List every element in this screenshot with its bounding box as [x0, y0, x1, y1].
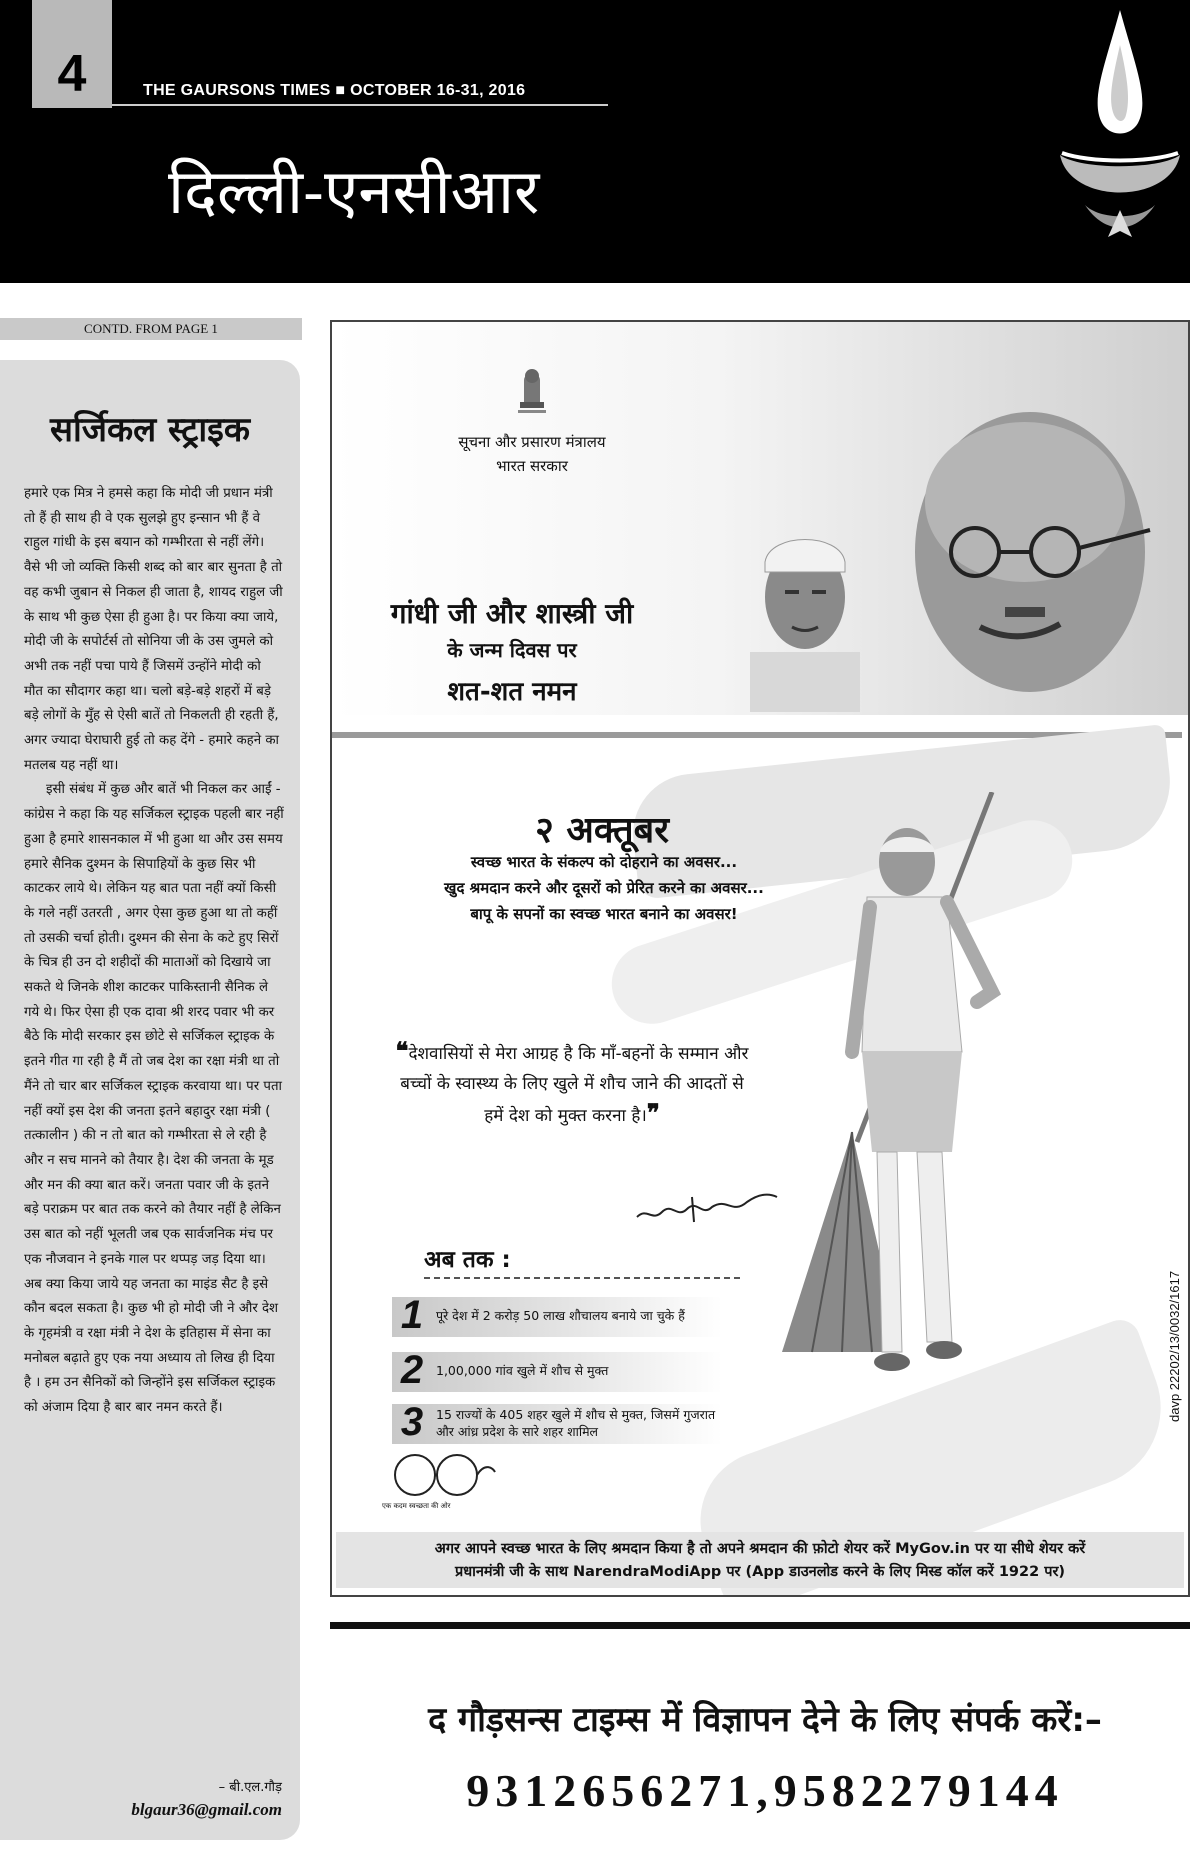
stat-number: 3 [400, 1400, 424, 1444]
footer-line: प्रधानमंत्री जी के साथ NarendraModiApp पर (App डाउनलोड करने के लिए मिस्ड कॉल करें 1922 पर) [454, 1564, 1066, 1580]
tribute-headline: गांधी जी और शास्त्री जी [390, 597, 634, 630]
stat-row [392, 1400, 722, 1444]
stat-text: 1,00,000 गांव खुले में शौच से मुक्त [436, 1363, 609, 1378]
article-paragraph: हमारे एक मित्र ने हमसे कहा कि मोदी जी प्रधान मंत्री तो हैं ही साथ ही वे एक सुलझे हुए इन्सान भी हैं वे राहुल गांधी के इस बयान को गम्भीरता से नहीं लेंगे। वैसे भी जो व्यक्ति किसी शब्द को बार बार सुनता है तो वह कभी जुबान से निकल ही जाता है, शायद राहुल जी के साथ भी कुछ ऐसा ही हुआ है। पर किया क्या जाये, मोदी जी के सपोर्टर्स तो सोनिया जी के उस जुमले को अभी तक नहीं पचा पाये हैं जिसमें उन्होंने मोदी को मौत का सौदागर कहा था। चलो बड़े-बड़े शहरों में बड़े बड़े लोगों के मुँह से ऐसी बातें तो निकलती ही रहती हैं, अगर ज्यादा घेराघारी हुई तो कह देंगे - हमारे कहने का मतलब यह नहीं था। [24, 486, 283, 773]
ministry-name [392, 430, 672, 478]
tribute-salutation: शत-शत नमन [447, 677, 577, 707]
gandhi-portrait [880, 402, 1170, 712]
diya-lamp-icon [1050, 5, 1190, 273]
ab-tak-label: अब तक : [424, 1247, 511, 1273]
ministry-line: भारत सरकार [496, 457, 568, 475]
stat-text: 15 राज्यों के 405 शहर खुले में शौच से मुक्त, जिसमें गुजरात और आंध्र प्रदेश के सारे शहर शामिल [436, 1407, 716, 1439]
modi-sweeping-photo [752, 792, 1042, 1412]
article-paragraph: इसी संबंध में कुछ और बातें भी निकल कर आईं - कांग्रेस ने कहा कि यह सर्जिकल स्ट्राइक पहली बार नहीं हुआ है हमारे शासनकाल में भी हुआ था और उस समय हमारे सैनिक दुश्मन के सिपाहियों के कुछ सिर भी काटकर लाये थे। लेकिन यह बात पता नहीं क्यों किसी के गले नहीं उतरती , अगर ऐसा कुछ हुआ था तो कहीं तो उसकी चर्चा होती। दुश्मन की सेना के कटे हुए सिरों के चित्र ही उन दो शहीदों की माताओं को दिखाये जा सकते थे जिनके शीश काटकर पाकिस्तानी सैनिक ले गये थे। फिर ऐसा ही एक दावा श्री शरद पवार भी कर बैठे कि मोदी सरकार इस छोटे से सर्जिकल स्ट्राइक के इतने गीत गा रही है मैं तो जब देश का रक्षा मंत्री था तो मैंने तो चार बार सर्जिकल स्ट्राइक करवाया था। पर पता नहीं क्यों इस देश की जनता इतने बहादुर रक्षा मंत्री ( तत्कालीन ) की न तो बात को गम्भीरता से ले रही है और न सच मानने को तैयार है। देश की जनता के मूड और मन की क्या बात करें। जनता पवार जी के इतने बड़े पराक्रम पर बात तक करने को तैयार नहीं है लेकिन उस बात को नहीं भूलती जब एक सार्वजनिक मंच पर एक नौजवान ने इनके गाल पर थप्पड़ जड़ दिया था। अब क्या किया जाये यह जनता का माइंड सैट है इसे कौन बदल सकता है। कुछ भी हो मोदी जी ने और देश के गृहमंत्री व रक्षा मंत्री ने देश के इतिहास में सेना का मनोबल बढ़ाते हुए एक नया अध्याय तो लिख ही दिया है । हम उन सैनिकों को जिन्होंने इस सर्जिकल स्ट्राइक को अंजाम दिया है बार बार नमन करते हैं। [24, 782, 284, 1416]
date-headline: २ अक्तूबर [535, 810, 669, 851]
section-title: दिल्ली-एनसीआर [168, 155, 540, 228]
masthead-rule [112, 104, 608, 106]
stat-number: 2 [400, 1348, 424, 1392]
contact-phones: 9312656271,9582279144 [466, 1765, 1064, 1816]
national-emblem-icon [512, 362, 552, 418]
article-author: – बी.एल.गौड़ [218, 1780, 282, 1795]
ad-footer-note [336, 1532, 1184, 1588]
article-heading: सर्जिकल स्ट्राइक [50, 410, 250, 450]
sankalp-line: स्वच्छ भारत के संकल्प को दोहराने का अवसर... [470, 853, 738, 871]
sankalp-line: बापू के सपनों का स्वच्छ भारत बनाने का अवसर! [470, 905, 738, 923]
footer-line: अगर आपने स्वच्छ भारत के लिए श्रमदान किया है तो अपने श्रमदान की फ़ोटो शेयर करें MyGov.in पर या सीधे शेयर करें [434, 1541, 1086, 1557]
shastri-portrait [740, 502, 870, 712]
logo-tagline: एक कदम स्वच्छता की ओर [382, 1502, 451, 1510]
tribute-subline: के जन्म दिवस पर [447, 638, 577, 662]
contd-label: CONTD. FROM PAGE 1 [0, 318, 302, 340]
masthead: THE GAURSONS TIMES ■ OCTOBER 16-31, 2016 [143, 82, 526, 99]
ministry-line: सूचना और प्रसारण मंत्रालय [458, 433, 606, 451]
stat-text: पूरे देश में 2 करोड़ 50 लाख शौचालय बनाये जा चुके हैं [436, 1308, 685, 1323]
pm-quote [392, 1037, 752, 1131]
page-header [0, 0, 1190, 283]
swachh-bharat-ad [330, 320, 1190, 1597]
section-rule [330, 1622, 1190, 1629]
dashed-rule [424, 1277, 740, 1279]
sankalp-line: खुद श्रमदान करने और दूसरों को प्रेरित करने का अवसर... [444, 879, 764, 897]
close-quote-icon: ❞ [646, 1101, 660, 1127]
ad-contact-line: द गौड़सन्स टाइम्स में विज्ञापन देने के लिए संपर्क करें:– [428, 1700, 1102, 1740]
page-number: 4 [32, 0, 112, 108]
stat-row [392, 1348, 722, 1392]
open-quote-icon: ❝ [395, 1039, 409, 1065]
swachh-bharat-logo [387, 1450, 497, 1500]
davp-code: davp 22202/13/0032/1617 [1167, 1270, 1182, 1422]
quote-text: देशवासियों से मेरा आग्रह है कि माँ-बहनों के सम्मान और बच्चों के स्वास्थ्य के लिए खुले में शौच जाने की आदतों से हमें देश को मुक्त करना है। [400, 1044, 749, 1126]
author-email[interactable]: blgaur36@gmail.com [131, 1800, 282, 1819]
stat-number: 1 [400, 1293, 424, 1337]
article-body [24, 482, 284, 1752]
stat-row [392, 1293, 722, 1337]
